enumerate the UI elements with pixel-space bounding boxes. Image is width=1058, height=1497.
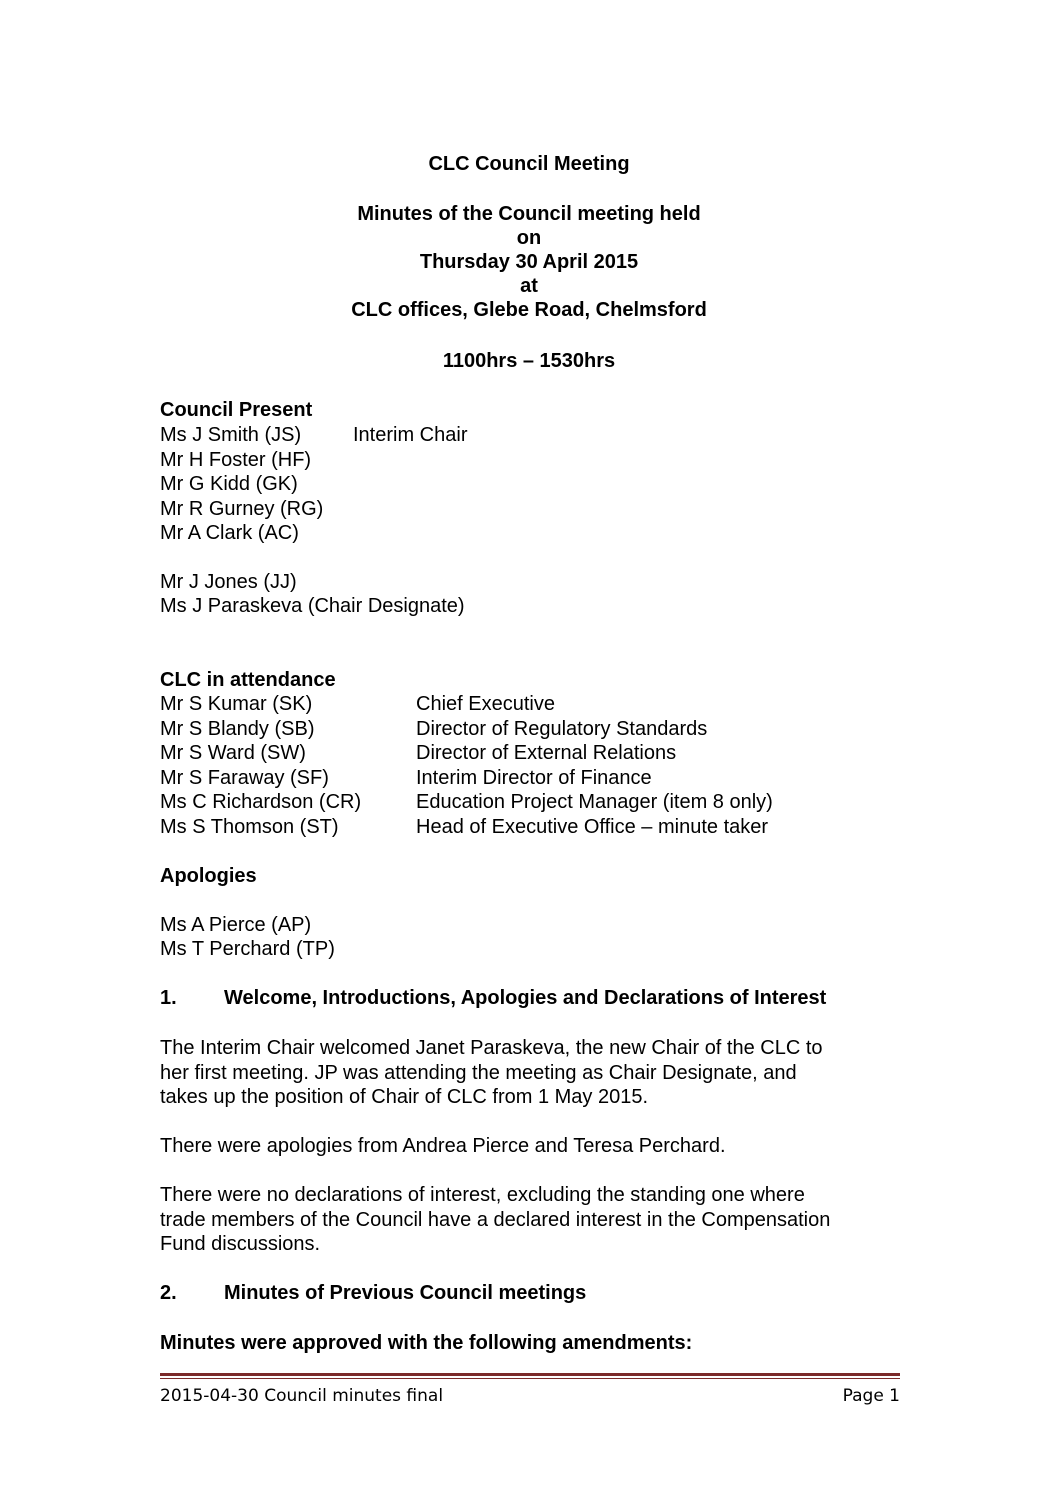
council-member-name: Mr H Foster (HF)	[160, 449, 312, 471]
subtitle-line: CLC offices, Glebe Road, Chelmsford	[351, 299, 707, 321]
paragraph-line: The Interim Chair welcomed Janet Paraskeva, the new Chair of the CLC to	[160, 1037, 823, 1059]
footer-document-name: 2015-04-30 Council minutes final	[160, 1386, 444, 1406]
council-member-name: Mr G Kidd (GK)	[160, 473, 298, 495]
footer-rule	[160, 1373, 900, 1376]
subtitle-line: at	[520, 275, 538, 297]
paragraph-line: Fund discussions.	[160, 1233, 321, 1255]
section-number: 1.	[160, 987, 177, 1009]
section-title: Minutes of Previous Council meetings	[224, 1282, 587, 1304]
footer-rule-thin	[160, 1378, 900, 1379]
attendee-name: Mr S Faraway (SF)	[160, 767, 329, 789]
council-other-name: Mr J Jones (JJ)	[160, 571, 297, 593]
paragraph-line: There were no declarations of interest, excluding the standing one where	[160, 1184, 805, 1206]
paragraph-line: takes up the position of Chair of CLC from 1 May 2015.	[160, 1086, 649, 1108]
apology-name: Ms T Perchard (TP)	[160, 938, 335, 960]
attendee-role: Education Project Manager (item 8 only)	[416, 791, 773, 813]
subtitle-line: Thursday 30 April 2015	[419, 251, 639, 273]
subtitle-line: Minutes of the Council meeting held	[357, 203, 701, 225]
apologies-heading: Apologies	[160, 865, 257, 887]
paragraph	[160, 1183, 900, 1257]
attendee-name: Mr S Blandy (SB)	[160, 718, 315, 740]
paragraph-line: trade members of the Council have a declared interest in the Compensation	[160, 1208, 831, 1231]
paragraph-line: There were apologies from Andrea Pierce and Teresa Perchard.	[160, 1135, 726, 1157]
council-other-name: Ms J Paraskeva (Chair Designate)	[160, 595, 465, 617]
footer-page-number: Page 1	[842, 1386, 900, 1406]
meeting-time: 1100hrs – 1530hrs	[442, 350, 616, 372]
document-title: CLC Council Meeting	[428, 153, 630, 175]
attendee-role: Head of Executive Office – minute taker	[416, 816, 769, 838]
attendance-heading: CLC in attendance	[160, 669, 336, 691]
section-heading	[160, 1281, 586, 1305]
attendee-role: Director of Regulatory Standards	[416, 718, 708, 740]
subtitle-line: on	[516, 227, 542, 249]
section-number: 2.	[160, 1282, 177, 1304]
attendee-name: Mr S Kumar (SK)	[160, 693, 313, 715]
attendee-role: Chief Executive	[416, 693, 555, 715]
section-title: Welcome, Introductions, Apologies and Declarations of Interest	[224, 987, 827, 1009]
attendee-name: Ms C Richardson (CR)	[160, 791, 362, 813]
council-member-role: Interim Chair	[353, 424, 468, 446]
section-subheading: Minutes were approved with the following amendments:	[160, 1332, 693, 1354]
council-member-name: Ms J Smith (JS)	[160, 424, 302, 446]
apology-name: Ms A Pierce (AP)	[160, 914, 312, 936]
council-member-name: Mr A Clark (AC)	[160, 522, 299, 544]
council-present-heading: Council Present	[160, 399, 313, 421]
paragraph	[160, 1134, 900, 1159]
attendee-name: Mr S Ward (SW)	[160, 742, 306, 764]
paragraph	[160, 1036, 900, 1110]
attendee-name: Ms S Thomson (ST)	[160, 816, 339, 838]
section-heading	[160, 986, 826, 1010]
council-member-name: Mr R Gurney (RG)	[160, 498, 324, 520]
attendee-role: Interim Director of Finance	[416, 767, 652, 789]
attendee-role: Director of External Relations	[416, 742, 677, 764]
paragraph-line: her first meeting. JP was attending the meeting as Chair Designate, and	[160, 1061, 797, 1084]
